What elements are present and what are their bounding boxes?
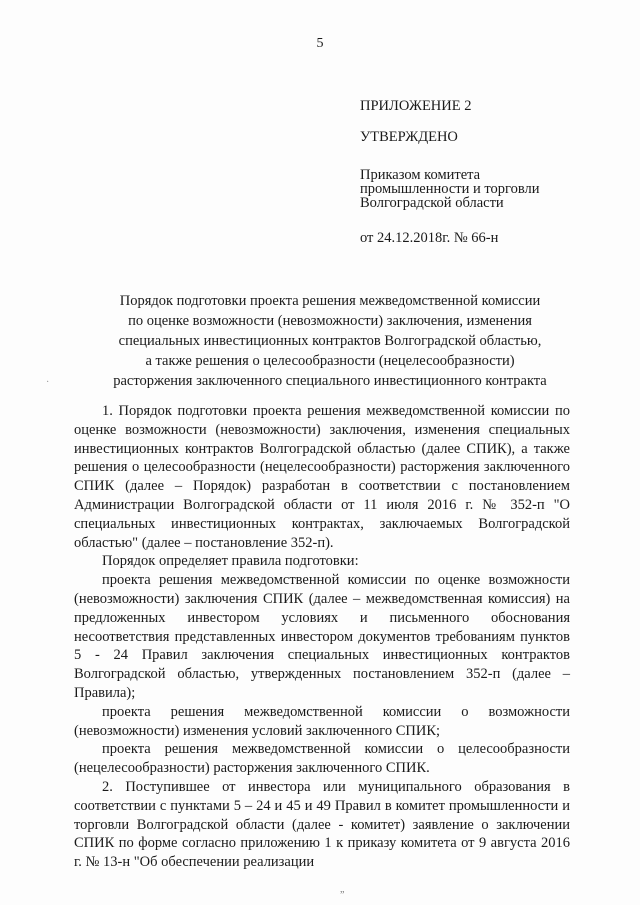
- scan-speck: ·: [46, 377, 50, 388]
- order-date-number: от 24.12.2018г. № 66-н: [360, 230, 499, 246]
- title-line: Порядок подготовки проекта решения межведомственной комиссии: [119, 293, 541, 309]
- paragraph: проекта решения межведомственной комиссии по оценке возможности (невозможности) заключения СПИК (далее – межведомственная комиссия) на предложенных инвестором условиях и письменного обоснования несоответствия представленных инвестором документов требованиям пунктов 5 - 24 Правил заключения специальных инвестиционных контрактов Волгоградской областью, утвержденных постановлением 352-п (далее – Правила);: [74, 572, 570, 701]
- paragraph: 2. Поступившее от инвестора или муниципального образования в соответствии с пунктами 5 – 24 и 45 и 49 Правил в комитет промышленности и торговли Волгоградской области (далее - комитет) заявление о заключении СПИК по форме согласно приложению 1 к приказу комитета от 9 августа 2016 г. № 13-н "Об обеспечении реализации: [74, 778, 570, 871]
- order-reference: [360, 168, 620, 210]
- appendix-label: ПРИЛОЖЕНИЕ 2: [360, 98, 472, 114]
- title-line: специальных инвестиционных контрактов Волгоградской областью,: [118, 333, 542, 349]
- approval-block: [360, 98, 620, 247]
- title-line: по оценке возможности (невозможности) заключения, изменения: [128, 313, 532, 329]
- page-number: 5: [316, 36, 324, 51]
- document-title: [60, 291, 600, 391]
- paragraph: Порядок определяет правила подготовки:: [102, 553, 359, 570]
- scan-mark: „: [340, 884, 345, 895]
- title-line: расторжения заключенного специального инвестиционного контракта: [113, 373, 547, 389]
- paragraph: проекта решения межведомственной комиссии о возможности (невозможности) изменения условий заключенного СПИК;: [74, 703, 570, 739]
- title-line: а также решения о целесообразности (нецелесообразности): [145, 353, 515, 369]
- order-line: Волгоградской области: [360, 195, 504, 211]
- paragraph: проекта решения межведомственной комиссии о целесообразности (нецелесообразности) расторжения заключенного СПИК.: [74, 741, 570, 777]
- document-body: [74, 402, 570, 872]
- approved-label: УТВЕРЖДЕНО: [360, 129, 458, 145]
- order-line: промышленности и торговли: [360, 181, 540, 197]
- order-line: Приказом комитета: [360, 167, 481, 183]
- paragraph: 1. Порядок подготовки проекта решения межведомственной комиссии по оценке возможности (невозможности) заключения, изменения специальных инвестиционных контрактов Волгоградской областью (далее СПИК), а также решения о целесообразности (нецелесообразности) расторжения заключенного СПИК (далее – Порядок) разработан в соответствии с постановлением Администрации Волгоградской области от 11 июля 2016 г. № 352-п "О специальных инвестиционных контрактах, заключаемых Волгоградской областью" (далее – постановление 352-п).: [74, 403, 570, 551]
